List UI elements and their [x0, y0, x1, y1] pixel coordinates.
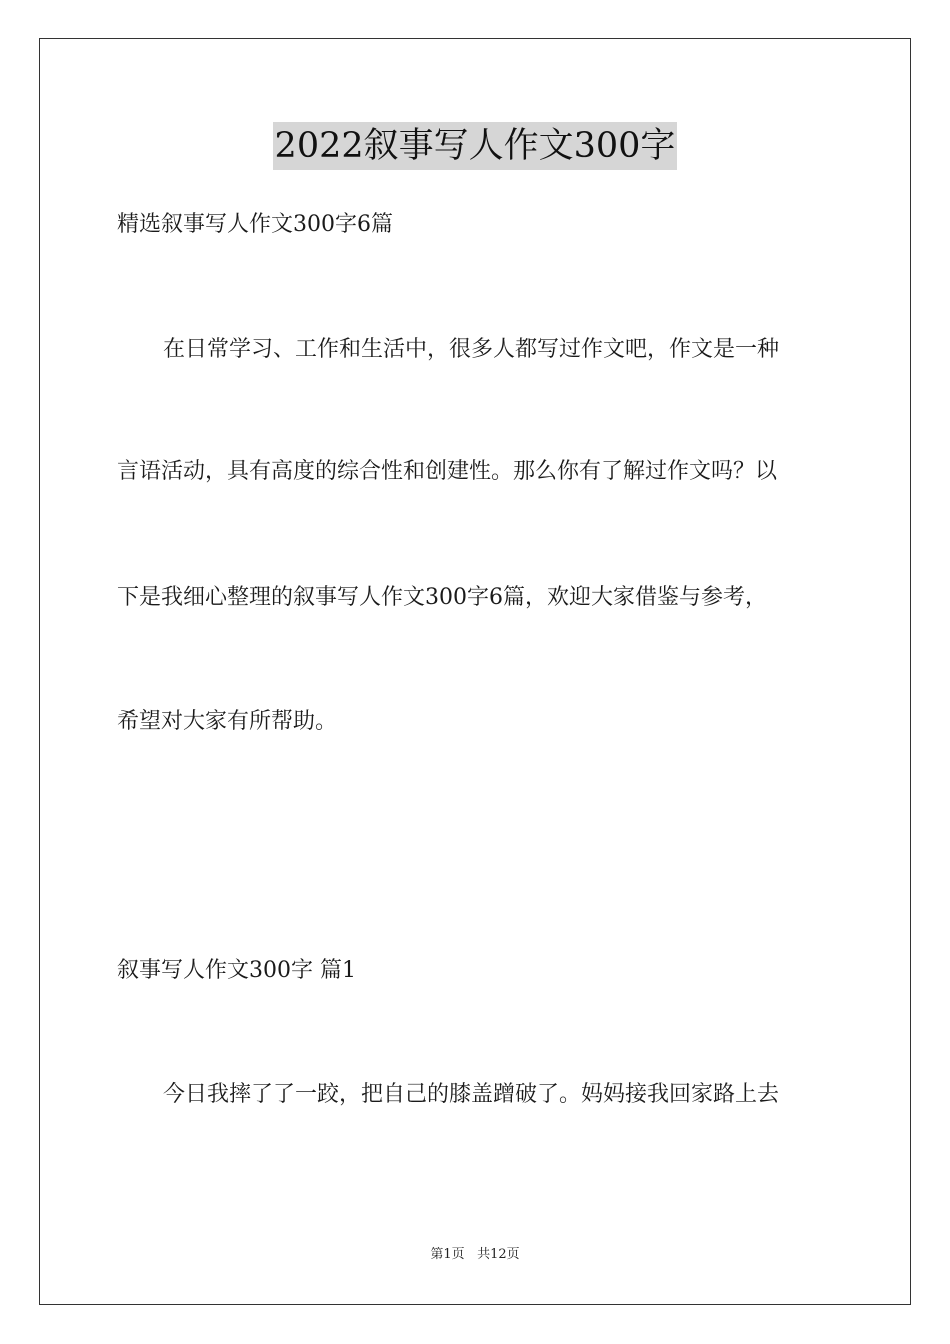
intro-paragraph-line-3: 下是我细心整理的叙事写人作文300字6篇，欢迎大家借鉴与参考，: [117, 585, 767, 610]
section-heading: 叙事写人作文300字 篇1: [117, 958, 356, 983]
page-total: 共12页: [477, 1247, 520, 1262]
document-title: 2022叙事写人作文300字: [273, 122, 678, 170]
footer-spacer: [465, 1247, 477, 1262]
title-container: [0, 122, 950, 170]
intro-paragraph-line-2: 言语活动，具有高度的综合性和创建性。那么你有了解过作文吗？以: [117, 459, 778, 484]
intro-paragraph-line-4: 希望对大家有所帮助。: [117, 709, 338, 734]
intro-paragraph-line-1: 在日常学习、工作和生活中，很多人都写过作文吧，作文是一种: [163, 337, 780, 362]
document-subtitle: 精选叙事写人作文300字6篇: [117, 212, 393, 237]
section-paragraph-line-1: 今日我摔了了一跤，把自己的膝盖蹭破了。妈妈接我回家路上去: [163, 1082, 780, 1107]
page-footer: [0, 1246, 950, 1264]
page-number: 第1页: [430, 1247, 465, 1262]
